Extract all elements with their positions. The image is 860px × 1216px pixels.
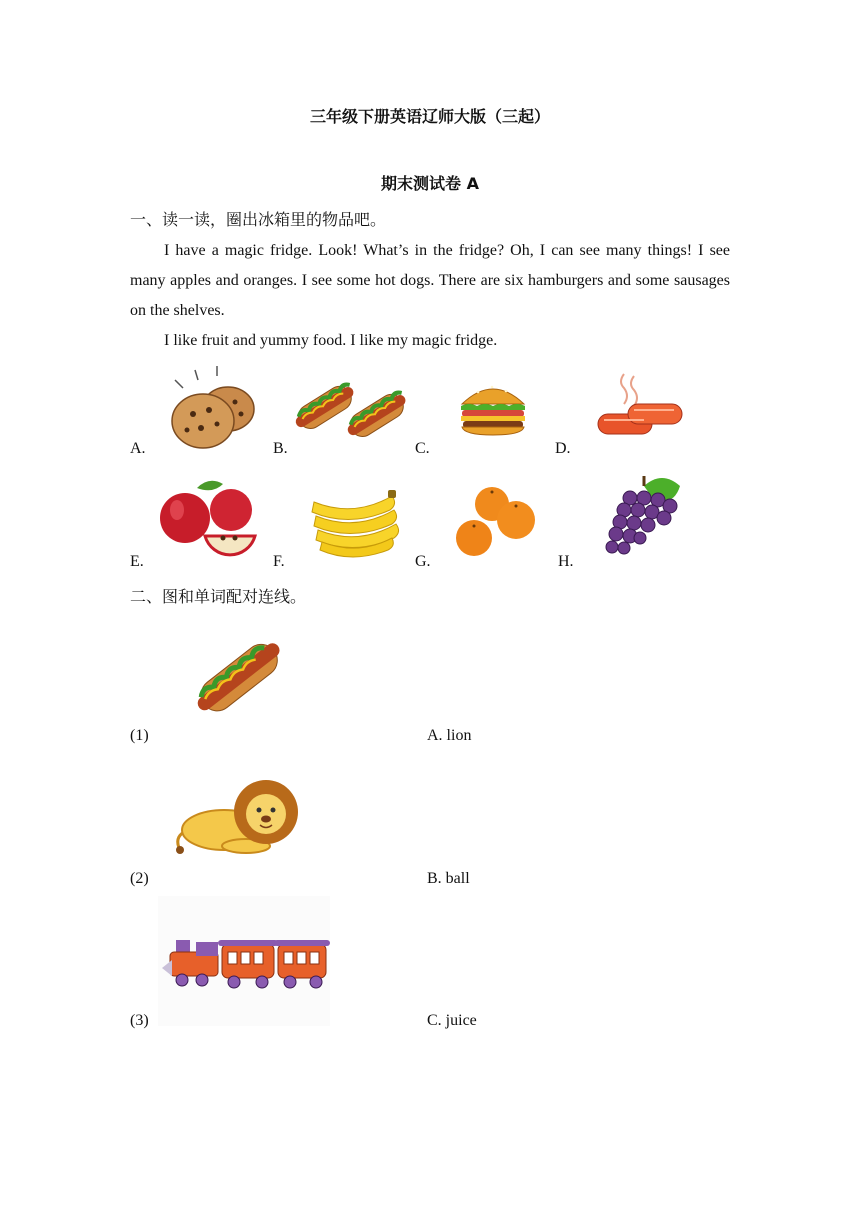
oranges-icon <box>452 486 540 558</box>
cookies-icon <box>165 362 260 452</box>
page-subtitle: 期末测试卷 A <box>381 174 479 193</box>
match-word-c: C. juice <box>427 1012 477 1029</box>
part2-heading: 二、图和单词配对连线。 <box>130 587 307 606</box>
reading-passage <box>130 236 730 356</box>
option-label-c: C. <box>415 440 430 457</box>
option-label-e: E. <box>130 553 144 570</box>
apples-icon <box>157 478 255 564</box>
option-label-d: D. <box>555 440 571 457</box>
option-label-b: B. <box>273 440 288 457</box>
hot-dog-icon <box>190 628 286 718</box>
passage-paragraph-2: I like fruit and yummy food. I like my magic fridge. <box>164 332 498 349</box>
grapes-icon <box>600 472 686 562</box>
match-number-3: (3) <box>130 1012 149 1029</box>
match-number-1: (1) <box>130 727 149 744</box>
hamburger-icon <box>458 378 528 436</box>
option-label-g: G. <box>415 553 431 570</box>
bananas-icon <box>308 484 400 558</box>
sausage-icon <box>594 372 684 442</box>
match-number-2: (2) <box>130 870 149 887</box>
match-word-b: B. ball <box>427 870 470 887</box>
option-label-f: F. <box>273 553 285 570</box>
page-title: 三年级下册英语辽师大版（三起） <box>309 107 550 126</box>
passage-paragraph-1: I have a magic fridge. Look! What’s in the fridge? Oh, I can see many things! I see many apples and oranges. I see some hot dogs. There are six hamburgers and some sausages on the shelves. <box>130 242 730 319</box>
lion-icon <box>176 772 304 856</box>
hot-dogs-icon <box>294 372 414 444</box>
option-label-a: A. <box>130 440 146 457</box>
option-label-h: H. <box>558 553 574 570</box>
train-icon <box>158 896 330 1026</box>
match-word-a: A. lion <box>427 727 472 744</box>
part1-heading: 一、读一读，圈出冰箱里的物品吧。 <box>130 210 387 229</box>
